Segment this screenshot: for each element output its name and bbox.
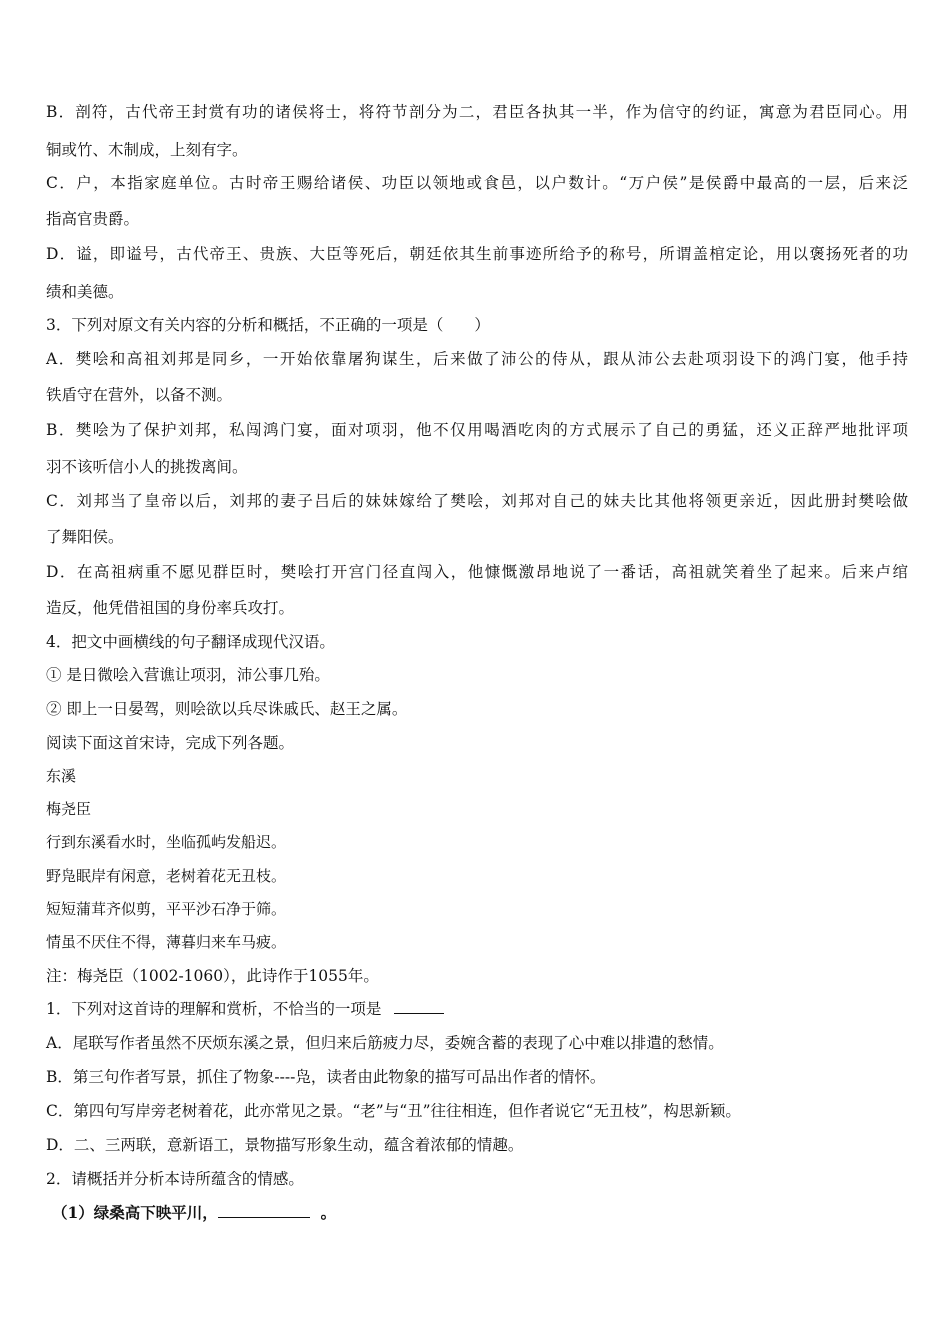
pq1-option-a: A．尾联写作者虽然不厌烦东溪之景，但归来后筋疲力尽，委婉含蓄的表现了心中难以排遣的愁情。	[46, 1034, 724, 1052]
q3-option-a-line-2: 铁盾守在营外，以备不测。	[46, 386, 233, 404]
poem-note: 注：梅尧臣（1002-1060），此诗作于1055年。	[46, 967, 379, 985]
poem-question-1-text: 1．下列对这首诗的理解和赏析，不恰当的一项是	[46, 1000, 382, 1018]
q4-sentence-2: ② 即上一日晏驾，则哙欲以兵尽诛戚氏、赵王之属。	[46, 700, 408, 718]
poem-intro: 阅读下面这首宋诗，完成下列各题。	[46, 734, 295, 752]
fill-prefix: （1）绿桑高下映平川，	[52, 1203, 218, 1222]
poem-verse: 行到东溪看水时，坐临孤屿发船迟。	[46, 833, 287, 851]
q4-sentence-1: ① 是日微哙入营谯让项羽，沛公事几殆。	[46, 666, 330, 684]
fill-blank[interactable]	[218, 1203, 310, 1218]
poem-verse: 短短蒲茸齐似剪，平平沙石净于筛。	[46, 900, 287, 918]
option-d-line-1: D．谥，即谥号，古代帝王、贵族、大臣等死后，朝廷依其生前事迹所给予的称号，所谓盖棺定论，用以褒扬死者的功	[46, 245, 908, 263]
fill-suffix: 。	[320, 1203, 337, 1222]
q3-option-d-line-1: D．在高祖病重不愿见群臣时，樊哙打开宫门径直闯入，他慷慨激昂地说了一番话，高祖就笑着坐了起来。后来卢绾	[46, 563, 908, 581]
answer-blank[interactable]	[394, 999, 444, 1014]
option-c-line-1: C．户，本指家庭单位。古时帝王赐给诸侯、功臣以领地或食邑，以户数计。“万户侯”是侯爵中最高的一层，后来泛	[46, 174, 908, 192]
option-d-line-2: 绩和美德。	[46, 283, 124, 301]
q3-option-a-line-1: A．樊哙和高祖刘邦是同乡，一开始依靠屠狗谋生，后来做了沛公的侍从，跟从沛公去赴项羽设下的鸿门宴，他手持	[46, 350, 908, 368]
poem-verse: 情虽不厌住不得，薄暮归来车马疲。	[46, 933, 287, 951]
poem-verse: 野凫眠岸有闲意，老树着花无丑枝。	[46, 867, 287, 885]
option-b-line-1: B．剖符，古代帝王封赏有功的诸侯将士，将符节剖分为二，君臣各执其一半，作为信守的约证，寓意为君臣同心。用	[46, 103, 908, 121]
pq1-option-b: B．第三句作者写景，抓住了物象----凫，读者由此物象的描写可品出作者的情怀。	[46, 1068, 606, 1086]
pq1-option-d: D．二、三两联，意新语工，景物描写形象生动，蕴含着浓郁的情趣。	[46, 1136, 524, 1154]
q3-option-b-line-1: B．樊哙为了保护刘邦，私闯鸿门宴，面对项羽，他不仅用喝酒吃肉的方式展示了自己的勇猛，还义正辞严地批评项	[46, 421, 908, 439]
q3-option-b-line-2: 羽不该听信小人的挑拨离间。	[46, 458, 248, 476]
q3-option-d-line-2: 造反，他凭借祖国的身份率兵攻打。	[46, 599, 295, 617]
poem-title: 东溪	[46, 767, 77, 785]
poem-author: 梅尧臣	[46, 800, 92, 818]
option-c-line-2: 指高官贵爵。	[46, 210, 140, 228]
poem-question-2: 2．请概括并分析本诗所蕴含的情感。	[46, 1170, 304, 1188]
question-4: 4．把文中画横线的句子翻译成现代汉语。	[46, 633, 335, 651]
poem-question-1	[46, 999, 908, 1019]
q3-option-c-line-1: C．刘邦当了皇帝以后，刘邦的妻子吕后的妹妹嫁给了樊哙，刘邦对自己的妹夫比其他将领更亲近，因此册封樊哙做	[46, 492, 908, 510]
pq1-option-c: C．第四句写岸旁老树着花，此亦常见之景。“老”与“丑”往往相连，但作者说它“无丑枝”，构思新颖。	[46, 1102, 741, 1120]
question-3: 3．下列对原文有关内容的分析和概括，不正确的一项是（ ）	[46, 316, 490, 334]
fill-in-question	[52, 1203, 914, 1223]
option-b-line-2: 铜或竹、木制成，上刻有字。	[46, 141, 248, 159]
q3-option-c-line-2: 了舞阳侯。	[46, 528, 124, 546]
